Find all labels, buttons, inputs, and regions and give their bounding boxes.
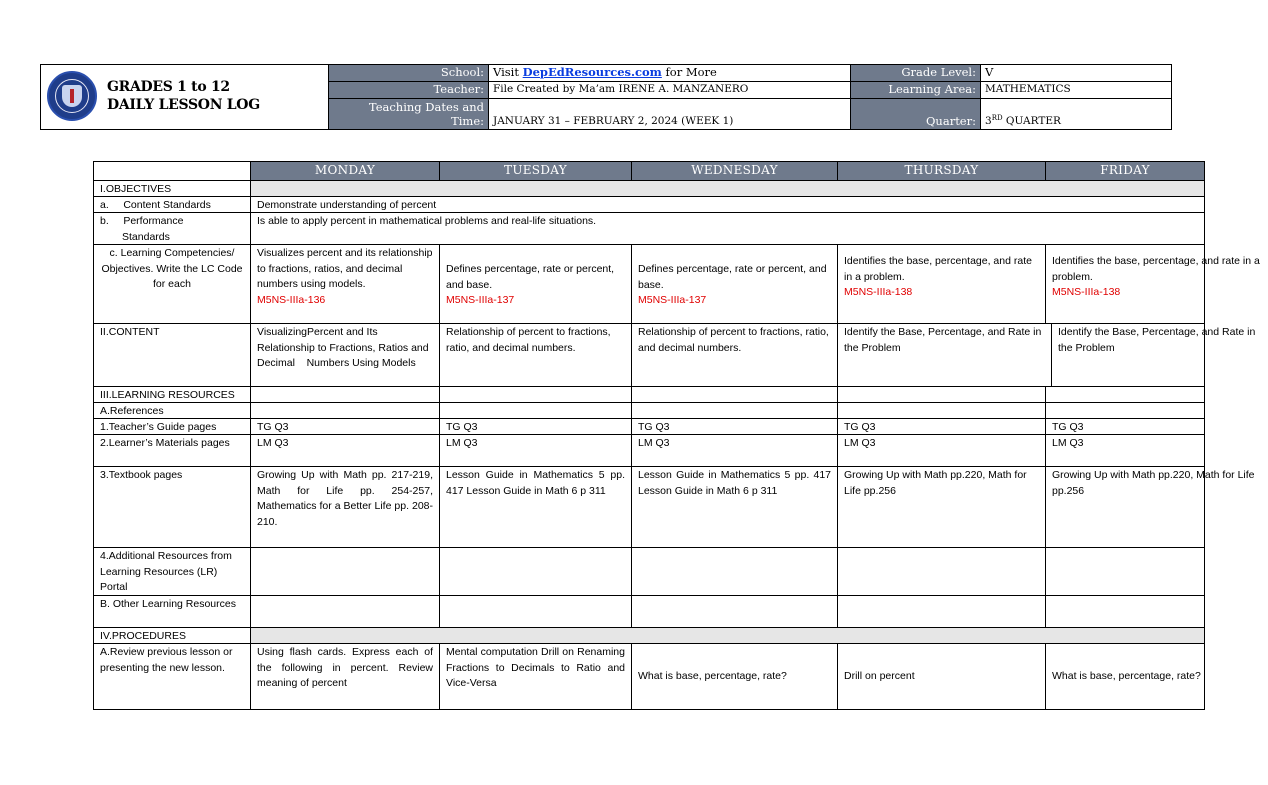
competency-text: Defines percentage, rate or percent, and base. <box>446 263 615 291</box>
competency-code: M5NS-IIIa-137 <box>638 294 707 306</box>
competency-text: Identifies the base, percentage, and rate in a problem. <box>1052 255 1260 283</box>
header-title-block <box>41 65 329 129</box>
procedures-heading: IV.PROCEDURES <box>93 627 251 644</box>
teacher-value: File Created by Ma’am IRENE A. MANZANERO <box>489 82 851 99</box>
additional-mon <box>250 547 440 596</box>
references-mon <box>250 402 440 419</box>
performance-label-line2: Standards <box>122 230 170 243</box>
competency-thursday <box>837 244 1046 324</box>
dates-label <box>329 99 489 129</box>
competencies-label: c. Learning Competencies/ Objectives. Write the LC Code for each <box>93 244 251 324</box>
school-prefix: Visit <box>493 65 523 79</box>
depedresources-link[interactable]: DepEdResources.com <box>522 65 662 79</box>
content-monday: VisualizingPercent and Its Relationship to Fractions, Ratios and Decimal Numbers Using Models <box>250 323 440 387</box>
competency-text: Identifies the base, percentage, and rate in a problem. <box>844 255 1032 283</box>
dates-value: JANUARY 31 – FEBRUARY 2, 2024 (WEEK 1) <box>489 99 851 129</box>
header-title-line1: GRADES 1 to 12 <box>107 79 230 95</box>
school-label: School: <box>329 65 489 82</box>
tg-wednesday: TG Q3 <box>631 418 838 435</box>
content-tuesday: Relationship of percent to fractions, ratio, and decimal numbers. <box>439 323 632 387</box>
textbook-tuesday: Lesson Guide in Mathematics 5 pp. 417 Lesson Guide in Math 6 p 311 <box>439 466 632 548</box>
other-fri <box>1045 595 1205 628</box>
content-standards-label: a. Content Standards <box>93 196 251 213</box>
area-label: Learning Area: <box>851 82 981 99</box>
resources-heading-tue <box>439 386 632 403</box>
competency-text: Defines percentage, rate or percent, and base. <box>638 263 827 291</box>
grade-value: V <box>981 65 1171 82</box>
textbook-monday: Growing Up with Math pp. 217-219, Math for Life pp. 254-257, Mathematics for a Better Life pp. 208- 210. <box>250 466 440 548</box>
lm-label: 2.Learner’s Materials pages <box>93 434 251 467</box>
day-header-wednesday: WEDNESDAY <box>631 161 838 181</box>
tg-friday: TG Q3 <box>1045 418 1205 435</box>
day-header-thursday: THURSDAY <box>837 161 1046 181</box>
review-thursday: Drill on percent <box>837 643 1046 710</box>
references-label: A.References <box>93 402 251 419</box>
textbook-thursday: Growing Up with Math pp.220, Math for Life pp.256 <box>837 466 1046 548</box>
additional-thu <box>837 547 1046 596</box>
area-value: MATHEMATICS <box>981 82 1171 99</box>
content-thursday: Identify the Base, Percentage, and Rate in the Problem <box>837 323 1052 387</box>
other-tue <box>439 595 632 628</box>
lm-friday: LM Q3 <box>1045 434 1205 467</box>
textbook-label: 3.Textbook pages <box>93 466 251 548</box>
quarter-sup: RD <box>991 114 1003 122</box>
competency-tuesday <box>439 244 632 324</box>
lesson-log-header <box>40 64 1172 130</box>
school-value <box>489 65 851 82</box>
textbook-wednesday: Lesson Guide in Mathematics 5 pp. 417 Lesson Guide in Math 6 p 311 <box>631 466 838 548</box>
content-label: II.CONTENT <box>93 323 251 387</box>
competency-code: M5NS-IIIa-137 <box>446 294 515 306</box>
tg-tuesday: TG Q3 <box>439 418 632 435</box>
lm-monday: LM Q3 <box>250 434 440 467</box>
deped-seal-icon <box>47 71 97 121</box>
resources-heading-thu <box>837 386 1046 403</box>
lm-thursday: LM Q3 <box>837 434 1046 467</box>
references-fri <box>1045 402 1205 419</box>
teacher-label: Teacher: <box>329 82 489 99</box>
references-tue <box>439 402 632 419</box>
other-wed <box>631 595 838 628</box>
review-label: A.Review previous lesson or presenting the new lesson. <box>93 643 251 710</box>
procedures-heading-span <box>250 627 1205 644</box>
review-wednesday: What is base, percentage, rate? <box>631 643 838 710</box>
resources-heading-fri <box>1045 386 1205 403</box>
content-wednesday: Relationship of percent to fractions, ratio, and decimal numbers. <box>631 323 838 387</box>
other-resources-label: B. Other Learning Resources <box>93 595 251 628</box>
quarter-value <box>981 99 1171 129</box>
quarter-label: Quarter: <box>851 99 981 129</box>
performance-label <box>93 212 251 245</box>
performance-label-line1: b. Performance <box>100 215 184 227</box>
day-header-monday: MONDAY <box>250 161 440 181</box>
header-title <box>107 78 260 114</box>
review-monday: Using flash cards. Express each of the following in percent. Review meaning of percent <box>250 643 440 710</box>
performance-value: Is able to apply percent in mathematical problems and real-life situations. <box>250 212 1205 245</box>
competency-wednesday <box>631 244 838 324</box>
dates-label-line1: Teaching Dates and <box>368 100 484 114</box>
objectives-heading-span <box>250 180 1205 197</box>
tg-label: 1.Teacher’s Guide pages <box>93 418 251 435</box>
textbook-friday-text: Growing Up with Math pp.220, Math for Life pp.256 <box>1052 469 1255 497</box>
additional-resources-label: 4.Additional Resources from Learning Resources (LR) Portal <box>93 547 251 596</box>
quarter-word: QUARTER <box>1002 115 1061 127</box>
day-header-tuesday: TUESDAY <box>439 161 632 181</box>
competency-text: Visualizes percent and its relationship to fractions, ratios, and decimal numbers using models. <box>257 247 433 290</box>
competency-code: M5NS-IIIa-136 <box>257 293 326 306</box>
additional-tue <box>439 547 632 596</box>
competency-code: M5NS-IIIa-138 <box>1052 286 1121 298</box>
other-mon <box>250 595 440 628</box>
tg-thursday: TG Q3 <box>837 418 1046 435</box>
additional-fri <box>1045 547 1205 596</box>
content-friday-text: Identify the Base, Percentage, and Rate in the Problem <box>1058 326 1256 354</box>
dates-label-line2: Time: <box>451 114 484 128</box>
review-tuesday: Mental computation Drill on Renaming Fractions to Decimals to Ratio and Vice-Versa <box>439 643 632 710</box>
competency-code: M5NS-IIIa-138 <box>844 286 913 298</box>
day-header-friday: FRIDAY <box>1045 161 1205 181</box>
lm-wednesday: LM Q3 <box>631 434 838 467</box>
grade-label: Grade Level: <box>851 65 981 82</box>
school-suffix: for More <box>661 65 717 79</box>
other-thu <box>837 595 1046 628</box>
header-info-grid <box>329 65 1171 129</box>
competency-friday <box>1045 244 1260 324</box>
content-standards-value: Demonstrate understanding of percent <box>250 196 1205 213</box>
content-friday <box>1051 323 1256 387</box>
header-title-line2: DAILY LESSON LOG <box>107 97 260 113</box>
competency-monday <box>250 244 440 324</box>
lm-tuesday: LM Q3 <box>439 434 632 467</box>
objectives-heading: I.OBJECTIVES <box>93 180 251 197</box>
lesson-log-table <box>93 161 1260 711</box>
quarter-num: 3 <box>985 115 992 127</box>
additional-wed <box>631 547 838 596</box>
review-friday: What is base, percentage, rate? <box>1045 643 1205 710</box>
references-wed <box>631 402 838 419</box>
references-thu <box>837 402 1046 419</box>
resources-heading-wed <box>631 386 838 403</box>
resources-heading-mon <box>250 386 440 403</box>
textbook-friday <box>1045 466 1255 548</box>
tg-monday: TG Q3 <box>250 418 440 435</box>
resources-heading: III.LEARNING RESOURCES <box>93 386 251 403</box>
corner-cell <box>93 161 251 181</box>
